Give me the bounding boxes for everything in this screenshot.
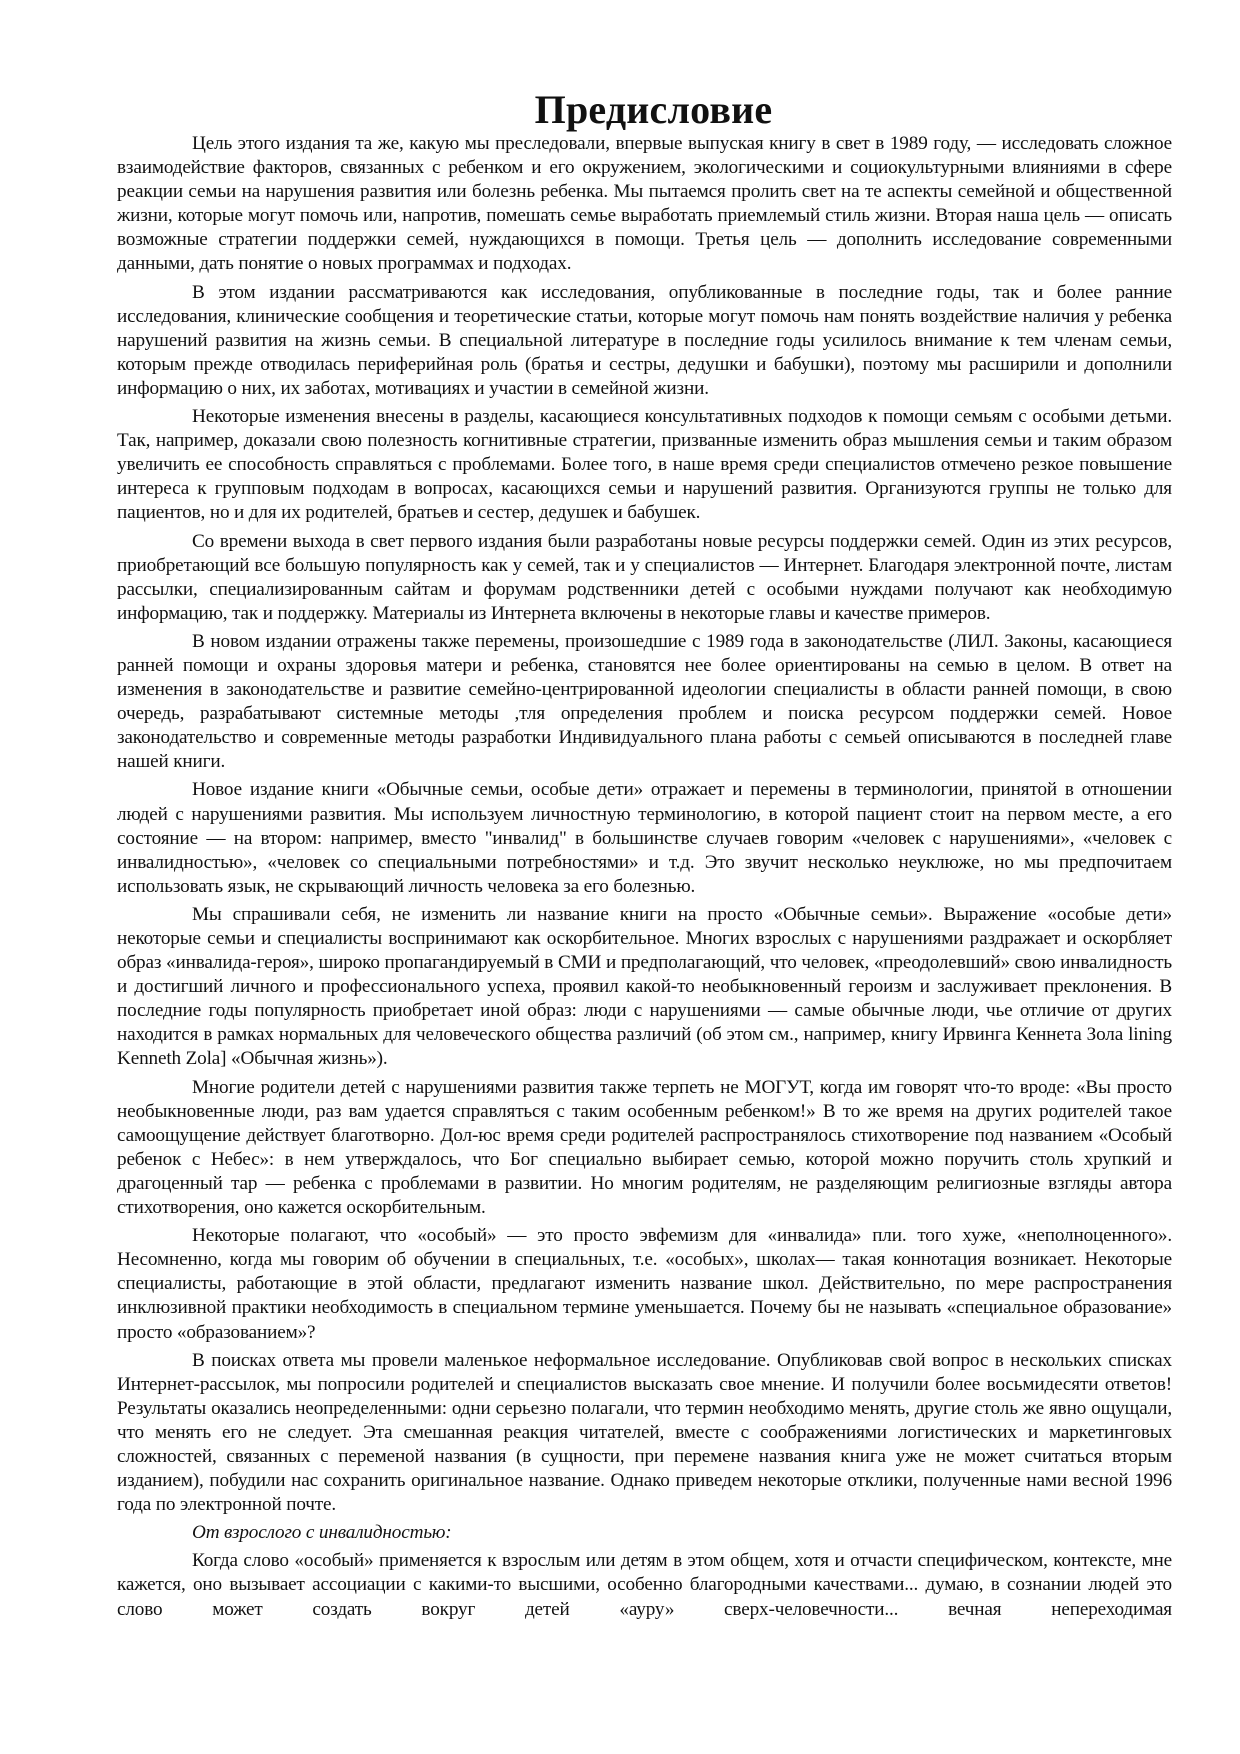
document-page: [117, 88, 1172, 1626]
paragraph-euphemism: Некоторые полагают, что «особый» — это просто эвфемизм для «инвалида» пли. того хуже, «неполноценного». Несомненно, когда мы говорим об обучении в специальных, т.е. «особых», школах— такая коннотация возникает. Некоторые специалисты, работающие в этой области, предлагают изменить название школ. Действительно, по мере распространения инклюзивной практики необходимость в специальном термине уменьшается. Почему бы не называть «специальное образование» просто «образованием»?: [117, 1225, 1172, 1343]
paragraph-internet-resources: Со времени выхода в свет первого издания были разработаны новые ресурсы поддержки семей. Один из этих ресурсов, приобретающий все большую популярность как у семей, так и у специалистов — Интернет. Благодаря электронной почте, листам рассылки, специализированным сайтам и форумам родственники детей с особыми нуждами получают как необходимую информацию, так и поддержку. Материалы из Интернета включены в некоторые главы и качестве примеров.: [117, 530, 1172, 624]
quote-adult-with-disability: Когда слово «особый» применяется к взрослым или детям в этом общем, хотя и отчасти специфическом, контексте, мне кажется, оно вызывает ассоциации с какими-то высшими, особенно благородными качествами... думаю, в сознании людей это слово может создать вокруг детей «ауру» сверх-человечности... вечная непереходимая: [117, 1550, 1172, 1620]
paragraph-parents-reaction: Многие родители детей с нарушениями развития также терпеть не МОГУТ, когда им говорят что-то вроде: «Вы просто необыкновенные люди, раз вам удается справляться с таким особенным ребенком!» В то же время на других родителей такое самоощущение действует благотворно. Дол-юс время среди родителей распространялось стихотворение под названием «Особый ребенок с Небес»: в нем утверждалось, что Бог специально выбирает семью, которой можно поручить столь хрупкий и драгоценный тар — ребенка с проблемами в развитии. Но многим родителям, не разделяющим религиозные взгляды автора стихотворения, оно кажется оскорбительным.: [117, 1076, 1172, 1219]
paragraph-counseling-changes: Некоторые изменения внесены в разделы, касающиеся консультативных подходов к помощи семьям с особыми детьми. Так, например, доказали свою полезность когнитивные стратегии, призванные изменить образ мышления семьи и таким образом увеличить ее способность справляться с проблемами. Более того, в наше время среди специалистов отмечено резкое повышение интереса к групповым подходам в вопросах, касающихся семьи и нарушений развития. Организуются группы не только для пациентов, но и для их родителей, братьев и сестер, дедушек и бабушек.: [117, 406, 1172, 524]
paragraph-legislation: В новом издании отражены также перемены, произошедшие с 1989 года в законодательстве (ЛИЛ. Законы, касающиеся ранней помощи и охраны здоровья матери и ребенка, становятся нее более ориентированы на семью в целом. В ответ на изменения в законодательстве и развитие семейно-центрированной идеологии специалисты в области ранней помощи, в свою очередь, разрабатывают системные методы ,тля определения проблем и поиска ресурсом поддержки семей. Новое законодательство и современные методы разработки Индивидуального плана работы с семьей описываются в последней главе нашей книги.: [117, 630, 1172, 773]
quote-source-label: От взрослого с инвалидностью:: [192, 1522, 452, 1544]
paragraph-book-title-question: Мы спрашивали себя, не изменить ли название книги на просто «Обычные семьи». Выражение «особые дети» некоторые семьи и специалисты воспринимают как оскорбительное. Многих взрослых с нарушениями раздражает и оскорбляет образ «инвалида-героя», широко пропагандируемый в СМИ и предполагающий, что человек, «преодолевший» свою инвалидность и достигший личного и профессионального успеха, проявил какой-то необыкновенный героизм и заслуживает преклонения. В последние годы популярность приобретает иной образ: люди с нарушениями — самые обычные люди, чье отличие от других находится в рамках нормальных для человеческого общества различий (об этом см., например, книгу Ирвинга Кеннета Зола lining Kenneth Zola] «Обычная жизнь»).: [117, 903, 1172, 1070]
paragraph-research-scope: В этом издании рассматриваются как исследования, опубликованные в последние годы, так и более ранние исследования, клинические сообщения и теоретические статьи, которые могут помочь нам понять воздействие наличия у ребенка нарушений развития на жизнь семьи. В специальной литературе в последние годы усилилось внимание к тем членам семьи, которым прежде отводилась периферийная роль (братья и сестры, дедушки и бабушки), поэтому мы расширили и дополнили информацию о них, их заботах, мотивациях и участии в семейной жизни.: [117, 281, 1172, 399]
paragraph-informal-survey: В поисках ответа мы провели маленькое неформальное исследование. Опубликовав свой вопрос в нескольких списках Интернет-рассылок, мы попросили родителей и специалистов высказать свое мнение. И получили более восьмидесяти ответов! Результаты оказались неопределенными: одни серьезно полагали, что термин необходимо менять, другие столь же явно ощущали, что менять его не следует. Эта смешанная реакция читателей, вместе с соображениями логистических и маркетинговых сложностей, связанных с переменой названия (в сущности, при перемене названия книга уже не может считаться вторым изданием), побудили нас сохранить оригинальное название. Однако приведем некоторые отклики, полученные нами весной 1996 года по электронной почте.: [117, 1349, 1172, 1516]
page-title: Предисловие: [534, 87, 773, 132]
paragraph-terminology: Новое издание книги «Обычные семьи, особые дети» отражает и перемены в терминологии, принятой в отношении людей с нарушениями развития. Мы используем личностную терминологию, в которой пациент стоит на первом месте, а его состояние — на втором: например, вместо "инвалид" в большинстве случаев говорим «человек с нарушениями», «человек с инвалидностью», «человек со специальными потребностями» и т.д. Это звучит несколько неуклюже, но мы предпочитаем использовать язык, не скрывающий личность человека за его болезнью.: [117, 779, 1172, 897]
paragraph-goals: Цель этого издания та же, какую мы преследовали, впервые выпуская книгу в свет в 1989 году, — исследовать сложное взаимодействие факторов, связанных с ребенком и его окружением, экологическими и социокультурными влияниями в сфере реакции семьи на нарушения развития или болезнь ребенка. Мы пытаемся пролить свет на те аспекты семейной и общественной жизни, которые могут помочь или, напротив, помешать семье выработать приемлемый стиль жизни. Вторая наша цель — описать возможные стратегии поддержки семей, нуждающихся в помощи. Третья цель — дополнить исследование современными данными, дать понятие о новых программах и подходах.: [117, 133, 1172, 275]
